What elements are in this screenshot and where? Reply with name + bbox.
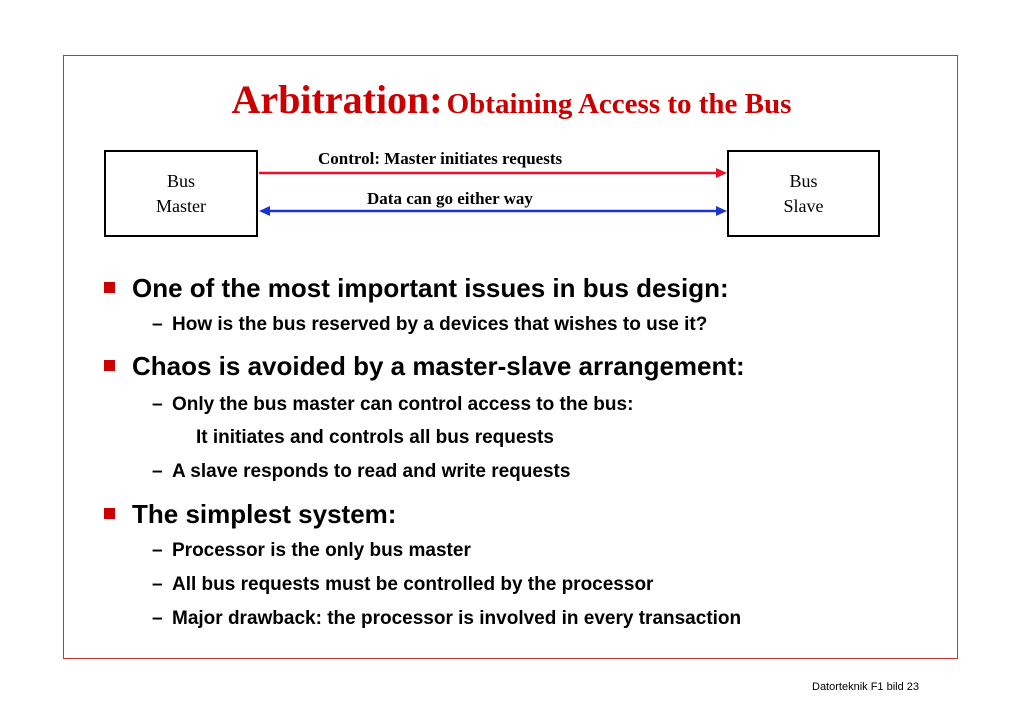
bullet-2: [104, 351, 745, 382]
sub-bullet-1-1: – How is the bus reserved by a devices that wishes to use it?: [152, 314, 708, 335]
sub-bullet-3-3: – Major drawback: the processor is involved in every transaction: [152, 608, 742, 629]
bullet-3: [104, 499, 396, 530]
bus-master-line2: Master: [156, 195, 206, 216]
bus-slave-line1: Bus: [789, 170, 818, 191]
bullet-square-icon: [104, 360, 115, 371]
bullet-2-text: Chaos is avoided by a master-slave arrangement:: [132, 351, 745, 381]
sub-bullet-2-1: – Only the bus master can control access to the bus:: [152, 394, 634, 415]
sub-bullet-text: All bus requests must be controlled by the processor: [172, 574, 654, 595]
title-main: Arbitration:: [231, 77, 443, 122]
control-arrow: [259, 168, 727, 178]
data-label: Data can go either way: [367, 189, 533, 208]
bullet-1-text: One of the most important issues in bus design:: [132, 273, 729, 303]
bus-slave-line2: Slave: [783, 195, 824, 216]
title-sub: Obtaining Access to the Bus: [446, 88, 792, 120]
sub-bullet-text: How is the bus reserved by a devices that wishes to use it?: [172, 314, 708, 335]
sub-bullet-text: Major drawback: the processor is involved in every transaction: [172, 608, 742, 629]
sub-bullet-3-1: – Processor is the only bus master: [152, 540, 471, 561]
control-label: Control: Master initiates requests: [318, 149, 563, 168]
bullet-1: [104, 273, 729, 304]
sub-bullet-text: A slave responds to read and write requests: [172, 461, 571, 482]
sub-bullet-2-2: – A slave responds to read and write requests: [152, 461, 571, 482]
data-arrow: [259, 206, 727, 216]
sub-bullet-2-1-continuation: It initiates and controls all bus requests: [196, 427, 554, 448]
sub-bullet-text: Processor is the only bus master: [172, 540, 471, 561]
sub-bullet-text: Only the bus master can control access to the bus:: [172, 394, 634, 415]
bullet-square-icon: [104, 508, 115, 519]
bullet-square-icon: [104, 282, 115, 293]
slide-footer: Datorteknik F1 bild 23: [812, 681, 919, 693]
sub-bullet-3-2: – All bus requests must be controlled by the processor: [152, 574, 654, 595]
bullet-3-text: The simplest system:: [132, 499, 397, 529]
bus-master-line1: Bus: [166, 170, 195, 191]
